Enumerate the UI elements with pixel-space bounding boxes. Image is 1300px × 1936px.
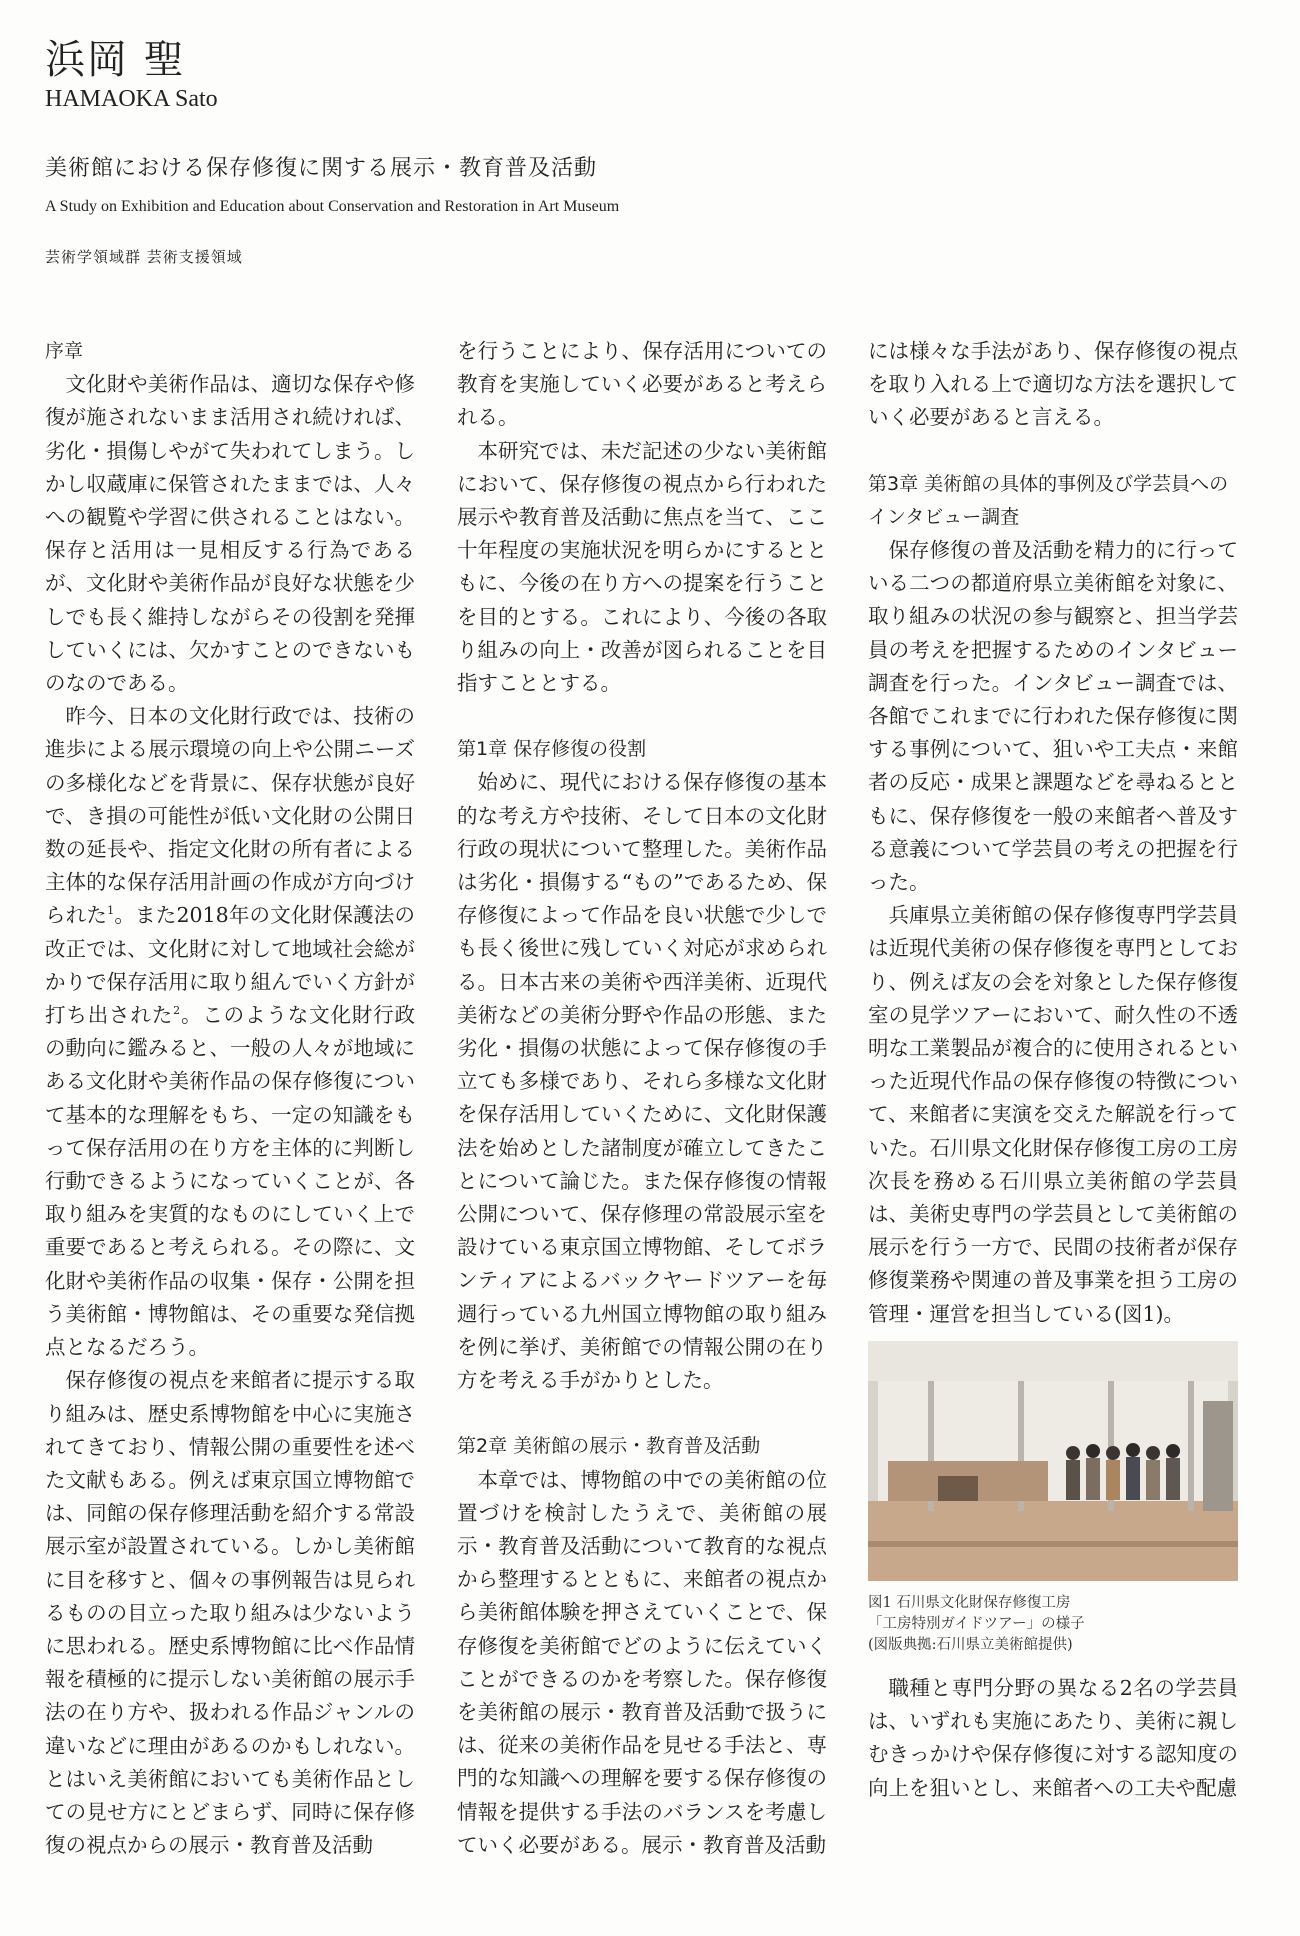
spacer: [457, 700, 827, 733]
author-name-en: HAMAOKA Sato: [45, 86, 218, 112]
header: [45, 38, 1255, 267]
footnote-marker: 2: [173, 1004, 181, 1018]
spacer: [868, 435, 1238, 468]
paragraph: 職種と専門分野の異なる2名の学芸員は、いずれも実施にあたり、美術に親しむきっかけや保存修復に対する認知度の向上を狙いとし、来館者への工夫や配慮: [868, 1675, 1238, 1800]
paper-title-en: A Study on Exhibition and Education about Conservation and Restoration in Art Museum: [45, 198, 620, 215]
text-run: 。このような文化財行政の動向に鑑みると、一般の人々が地域にある文化財や美術作品の保存修復について基本的な理解をもち、一定の知識をもって保存活用の在り方を主体的に判断し行動できるようになっていくことが、各取り組みを実質的なものにしていく上で重要であると考えられる。その際に、文化財や美術作品の収集・保存・公開を担う美術館・博物館は、その重要な発信拠点となるだろう。: [45, 1003, 415, 1360]
affiliation: 芸術学領域群 芸術支援領域: [45, 248, 243, 266]
section-heading-intro: 序章: [45, 340, 84, 362]
figure-1-caption: [868, 1593, 1238, 1656]
section-heading-ch2: 第2章 美術館の展示・教育普及活動: [457, 1435, 761, 1458]
footnote-marker: 1: [107, 904, 115, 918]
paragraph: 保存修復の視点を来館者に提示する取り組みは、歴史系博物館を中心に実施されてきており、情報公開の重要性を述べた文献もある。例えば東京国立博物館では、同館の保存修理活動を紹介する常設展示室が設置されている。しかし美術館に目を移すと、個々の事例報告は見られるものの目立った取り組みは少ないように思われる。歴史系博物館に比べ作品情報を積極的に提示しない美術館の展示手法の在り方や、扱われる作品ジャンルの違いなどに理由があるのかもしれない。とはいえ美術館においても美術作品としての見せ方にとどまらず、同時に保存修復の視点からの展示・教育普及活動: [45, 1368, 415, 1858]
caption-line: (図版典拠:石川県立美術館提供): [868, 1636, 1073, 1653]
paragraph: を行うことにより、保存活用についての教育を実施していく必要があると考えられる。: [457, 339, 827, 430]
spacer: [457, 1397, 827, 1430]
caption-line: 図1 石川県文化財保存修復工房: [868, 1594, 1071, 1611]
column-1: [45, 335, 415, 1905]
paragraph: 始めに、現代における保存修復の基本的な考え方や技術、そして日本の文化財行政の現状について整理した。美術作品は劣化・損傷する“もの”であるため、保存修復によって作品を良い状態で少しでも長く後世に残していく対応が求められる。日本古来の美術や西洋美術、近現代美術などの美術分野や作品の形態、また劣化・損傷の状態によって保存修復の手立ても多様であり、それら多様な文化財を保存活用していくために、文化財保護法を始めとした諸制度が確立してきたことについて論じた。また保存修復の情報公開について、保存修理の常設展示室を設けている東京国立博物館、そしてボランティアによるバックヤードツアーを毎週行っている九州国立博物館の取り組みを例に挙げ、美術館での情報公開の在り方を考える手がかりとした。: [457, 770, 827, 1393]
paragraph: 本章では、博物館の中での美術館の位置づけを検討したうえで、美術館の展示・教育普及活動について教育的な視点から整理するとともに、来館者の視点から美術館体験を押さえていくことで、保存修復を美術館でどのように伝えていくことができるのかを考察した。保存修復を美術館の展示・教育普及活動で扱うには、従来の美術作品を見せる手法と、専門的な知識への理解を要する保存修復の情報を提供する手法のバランスを考慮していく必要がある。展示・教育普及活動: [457, 1467, 827, 1857]
paragraph: 兵庫県立美術館の保存修復専門学芸員は近現代美術の保存修復を専門としており、例えば友の会を対象とした保存修復室の見学ツアーにおいて、耐久性の不透明な工業製品が複合的に使用されるといった近現代作品の保存修復の特徴について、来館者に実演を交えた解説を行っていた。石川県文化財保存修復工房の工房次長を務める石川県立美術館の学芸員は、美術史専門の学芸員として美術館の展示を行う一方で、民間の技術者が保存修復業務や関連の普及事業を担う工房の管理・運営を担当している(図1)。: [868, 903, 1238, 1326]
author-name-jp: 浜岡 聖: [45, 37, 186, 83]
figure-1-photo: [868, 1341, 1238, 1581]
workshop-tour-illustration: [868, 1341, 1238, 1581]
paper-title-jp: 美術館における保存修復に関する展示・教育普及活動: [45, 156, 598, 181]
column-2: [457, 335, 827, 1905]
paragraph: 保存修復の普及活動を精力的に行っている二つの都道府県立美術館を対象に、取り組みの状況の参与観察と、担当学芸員の考えを把握するためのインタビュー調査を行った。インタビュー調査では、各館でこれまでに行われた保存修復に関する事例について、狙いや工夫点・来館者の反応・成果と課題などを尋ねるとともに、保存修復を一般の来館者へ普及する意義について学芸員の考えの把握を行った。: [868, 538, 1238, 895]
section-heading-ch1: 第1章 保存修復の役割: [457, 738, 647, 761]
paragraph: 本研究では、未だ記述の少ない美術館において、保存修復の視点から行われた展示や教育普及活動に焦点を当て、ここ十年程度の実施状況を明らかにするとともに、今後の在り方への提案を行うことを目的とする。これにより、今後の各取り組みの向上・改善が図られることを目指すこととする。: [457, 438, 827, 696]
caption-line: 「工房特別ガイドツアー」の様子: [868, 1615, 1085, 1632]
body-columns: [45, 335, 1255, 1905]
text-run: 。また2018年の文化財保護法の改正では、文化財に対して地域社会総がかりで保存活用に取り組んでいく方針が打ち出された: [45, 903, 415, 1028]
paragraph: には様々な手法があり、保存修復の視点を取り入れる上で適切な方法を選択していく必要があると言える。: [868, 339, 1238, 430]
column-3: [868, 335, 1238, 1905]
paragraph: [45, 700, 415, 1364]
section-heading-ch3: 第3章 美術館の具体的事例及び学芸員へのインタビュー調査: [868, 472, 1229, 528]
text-run: 昨今、日本の文化財行政では、技術の進歩による展示環境の向上や公開ニーズの多様化などを背景に、保存状態が良好で、き損の可能性が低い文化財の公開日数の延長や、指定文化財の所有者による主体的な保存活用計画の作成が方向づけられた: [45, 704, 415, 928]
paragraph: 文化財や美術作品は、適切な保存や修復が施されないまま活用され続ければ、劣化・損傷しやがて失われてしまう。しかし収蔵庫に保管されたままでは、人々への観覧や学習に供されることはない。保存と活用は一見相反する行為であるが、文化財や美術作品が良好な状態を少しでも長く維持しながらその役割を発揮していくには、欠かすことのできないものなのである。: [45, 372, 415, 696]
